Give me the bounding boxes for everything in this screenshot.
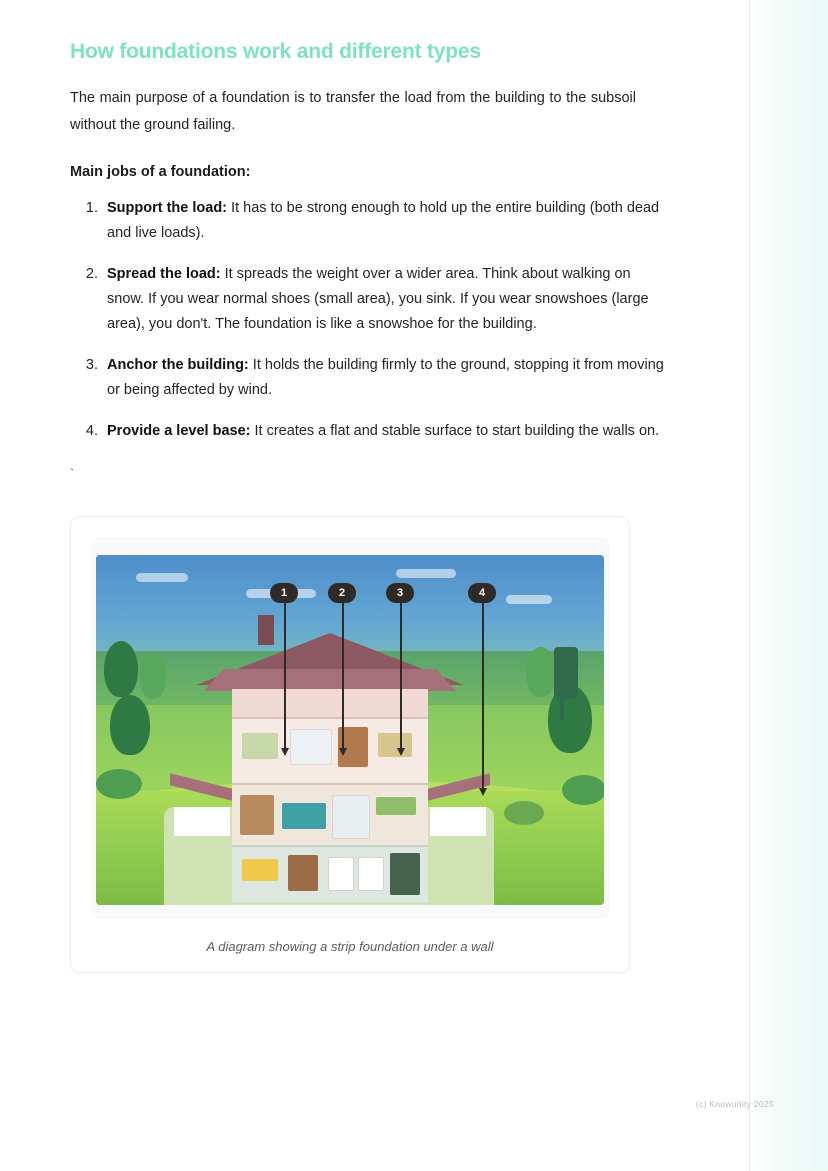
stray-backtick: `	[70, 465, 75, 481]
page-title: How foundations work and different types	[70, 40, 481, 63]
list-item-text: It spreads the weight over a wider area. Think about walking on snow. If you wear normal shoes (small area), you sink. If you wear snowshoes (large area), you don't. The foundation is like a snowshoe for the building.	[107, 265, 649, 333]
house-cutaway-illustration	[96, 555, 604, 905]
callout-leader-2	[342, 603, 344, 749]
list-item	[102, 419, 668, 444]
section-subheading: Main jobs of a foundation:	[70, 163, 251, 180]
document-page	[70, 0, 670, 1171]
list-item-text: It has to be strong enough to hold up the entire building (both dead and live loads).	[107, 199, 660, 242]
list-item-text: It creates a flat and stable surface to start building the walls on.	[250, 422, 660, 439]
list-item-text: It holds the building firmly to the ground, stopping it from moving or being affected by wind.	[107, 356, 664, 399]
foundation-jobs-list	[70, 196, 668, 444]
page-side-gradient	[749, 0, 828, 1171]
list-item	[102, 353, 668, 404]
callout-leader-1	[284, 603, 286, 749]
callout-overlay	[96, 555, 604, 905]
list-item-term: Provide a level base:	[107, 422, 251, 439]
figure-image-frame	[91, 537, 609, 919]
intro-paragraph: The main purpose of a foundation is to transfer the load from the building to the subsoil without the ground failing.	[70, 90, 636, 134]
list-item	[102, 196, 668, 247]
list-item-term: Anchor the building:	[107, 356, 249, 373]
callout-marker-1: 1	[270, 583, 298, 603]
list-item-term: Support the load:	[107, 199, 228, 216]
callout-leader-3	[400, 603, 402, 749]
callout-marker-2: 2	[328, 583, 356, 603]
figure-caption: A diagram showing a strip foundation under a wall	[206, 938, 494, 954]
callout-marker-3: 3	[386, 583, 414, 603]
callout-marker-4: 4	[468, 583, 496, 603]
figure-card	[70, 516, 630, 973]
list-item	[102, 262, 668, 338]
copyright-notice: (c) Knowunity 2025	[695, 1099, 774, 1109]
callout-leader-4	[482, 603, 484, 789]
list-item-term: Spread the load:	[107, 265, 221, 282]
